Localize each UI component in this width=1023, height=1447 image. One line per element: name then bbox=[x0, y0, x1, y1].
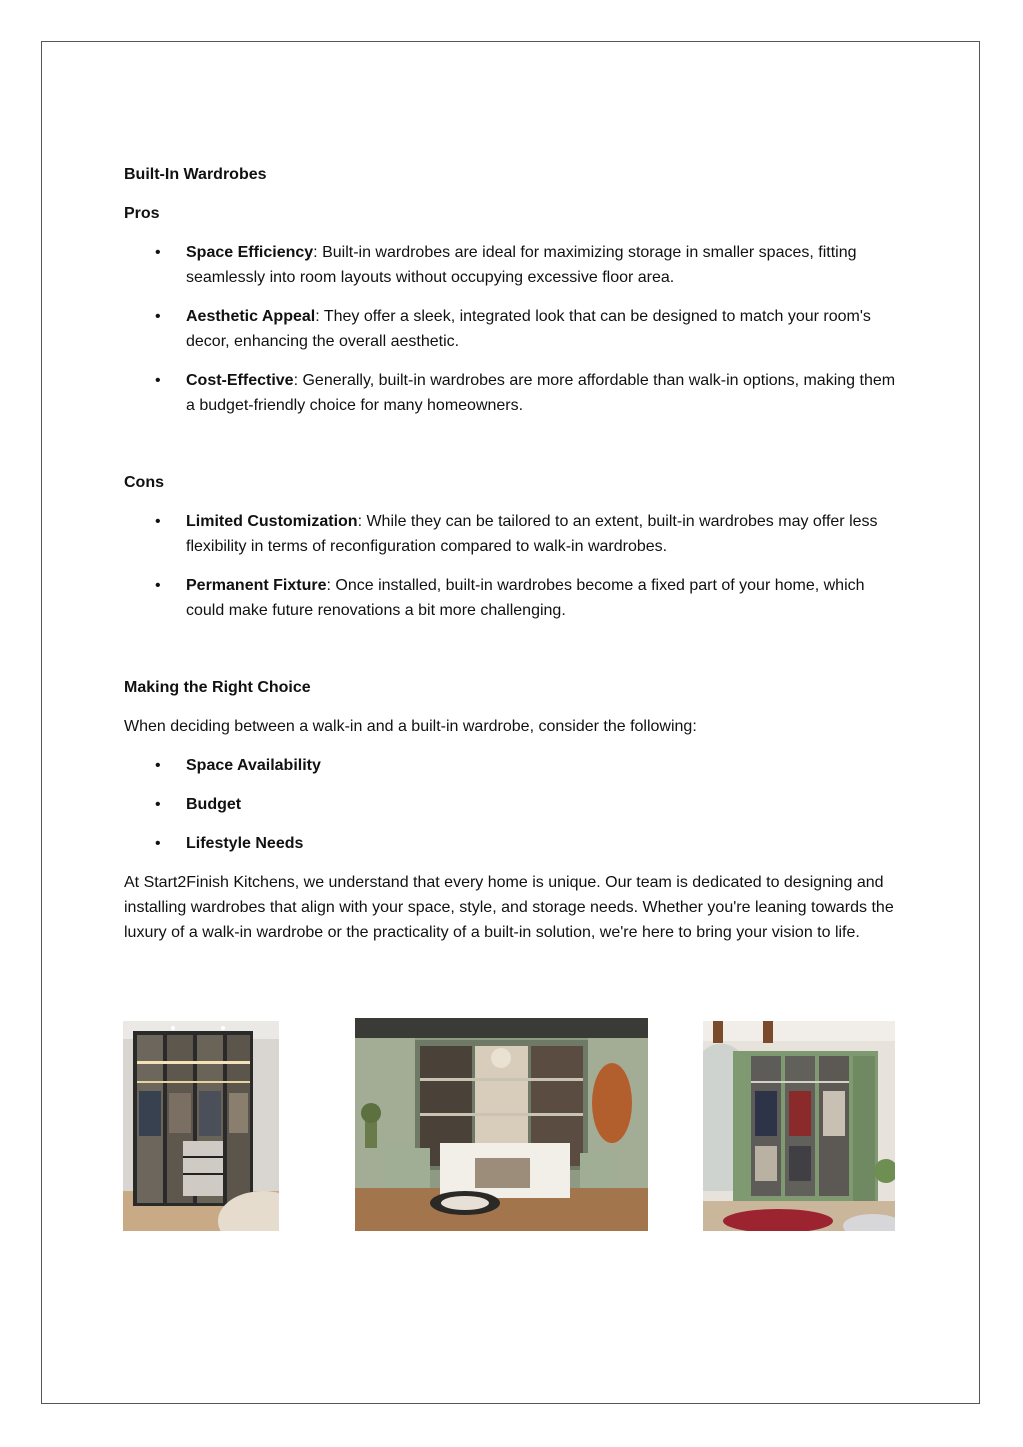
photo-walk-in-bedroom bbox=[355, 1018, 648, 1231]
pros-list bbox=[124, 240, 904, 418]
list-item-term: Cost-Effective bbox=[186, 372, 294, 389]
list-item-term: Aesthetic Appeal bbox=[186, 308, 316, 325]
list-item bbox=[124, 240, 904, 290]
list-item bbox=[124, 509, 904, 559]
list-item-text: : They offer a sleek, integrated look that can be designed to match your room's decor, enhancing the overall aesthetic. bbox=[186, 308, 871, 350]
list-item bbox=[124, 573, 904, 623]
factor-label: Space Availability bbox=[186, 757, 321, 774]
list-item-text: : While they can be tailored to an extent, built-in wardrobes may offer less flexibility in terms of reconfiguration compared to walk-in wardrobes. bbox=[186, 513, 878, 555]
section-title: Built-In Wardrobes bbox=[124, 166, 267, 183]
choice-intro: When deciding between a walk-in and a built-in wardrobe, consider the following: bbox=[124, 718, 697, 735]
photo-green-wardrobe bbox=[703, 1021, 895, 1231]
list-item-term: Permanent Fixture bbox=[186, 577, 327, 594]
cons-list bbox=[124, 509, 904, 623]
list-item bbox=[124, 792, 904, 817]
list-item bbox=[124, 753, 904, 778]
list-item-term: Limited Customization bbox=[186, 513, 358, 530]
closing-paragraph: At Start2Finish Kitchens, we understand that every home is unique. Our team is dedicated to designing and installing wardrobes that align with your space, style, and storage needs. Whether you're leaning towards the luxury of a walk-in wardrobe or the practicality of a built-in solution, we're here to bring your vision to life. bbox=[124, 874, 894, 941]
factor-label: Lifestyle Needs bbox=[186, 835, 304, 852]
list-item-text: : Once installed, built-in wardrobes become a fixed part of your home, which could make future renovations a bit more challenging. bbox=[186, 577, 865, 619]
cons-heading: Cons bbox=[124, 474, 164, 491]
document-body bbox=[124, 162, 904, 959]
list-item bbox=[124, 368, 904, 418]
list-item-text: : Built-in wardrobes are ideal for maximizing storage in smaller spaces, fitting seamlessly into room layouts without occupying excessive floor area. bbox=[186, 244, 857, 286]
list-item bbox=[124, 304, 904, 354]
list-item bbox=[124, 831, 904, 856]
list-item-term: Space Efficiency bbox=[186, 244, 314, 261]
factors-list bbox=[124, 753, 904, 856]
photo-glass-wardrobe bbox=[123, 1021, 279, 1231]
choice-heading: Making the Right Choice bbox=[124, 679, 311, 696]
list-item-text: : Generally, built-in wardrobes are more affordable than walk-in options, making them a budget-friendly choice for many homeowners. bbox=[186, 372, 896, 414]
pros-heading: Pros bbox=[124, 205, 160, 222]
factor-label: Budget bbox=[186, 796, 242, 813]
